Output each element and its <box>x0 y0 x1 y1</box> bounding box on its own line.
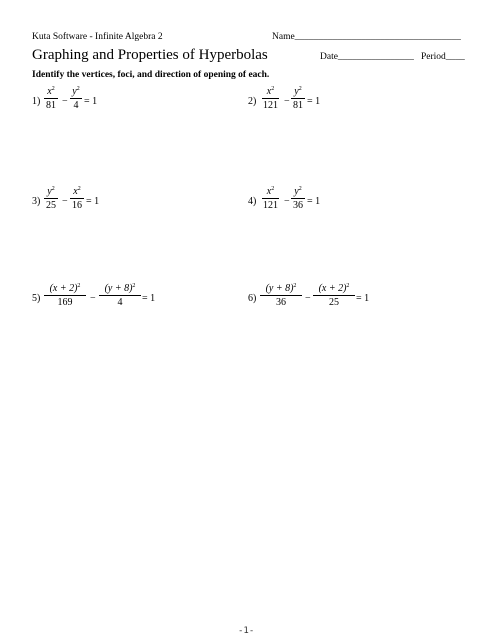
exponent: 2 <box>298 186 302 192</box>
problem-number: 6) <box>248 293 257 304</box>
name-field[interactable]: Name___________________________________ <box>272 32 461 42</box>
problem-number: 4) <box>248 196 257 207</box>
term-variable: (y + 8) <box>265 283 294 294</box>
exponent: 2 <box>132 283 136 289</box>
term-variable: y <box>72 86 77 97</box>
minus-sign: − <box>90 293 96 304</box>
term-variable: x <box>47 86 52 97</box>
page-number: -1- <box>238 626 255 636</box>
page-title: Graphing and Properties of Hyperbolas <box>32 47 268 63</box>
fraction-term <box>262 87 279 111</box>
term-variable: x <box>73 186 78 197</box>
fraction-term <box>262 187 279 211</box>
term-variable: (x + 2) <box>49 283 78 294</box>
minus-sign: − <box>305 293 311 304</box>
exponent: 2 <box>76 86 80 92</box>
equation-rhs: = 1 <box>307 196 321 207</box>
term-denominator: 4 <box>117 297 123 308</box>
term-denominator: 36 <box>276 297 286 308</box>
minus-sign: − <box>284 96 290 107</box>
term-denominator: 25 <box>329 297 339 308</box>
instructions: Identify the vertices, foci, and direction of opening of each. <box>32 70 270 80</box>
term-denominator: 169 <box>57 297 73 308</box>
fraction-term <box>99 284 141 308</box>
fraction-term <box>291 187 305 211</box>
period-field[interactable]: Period____ <box>421 52 465 62</box>
term-denominator: 121 <box>263 200 278 211</box>
fraction-term <box>260 284 302 308</box>
publisher-label: Kuta Software - Infinite Algebra 2 <box>32 32 163 42</box>
term-denominator: 36 <box>293 200 303 211</box>
exponent: 2 <box>77 186 81 192</box>
equation-rhs: = 1 <box>86 196 100 207</box>
exponent: 2 <box>293 283 297 289</box>
equation-rhs: = 1 <box>84 96 98 107</box>
exponent: 2 <box>77 283 81 289</box>
term-denominator: 81 <box>46 100 56 111</box>
minus-sign: − <box>62 196 68 207</box>
equation-rhs: = 1 <box>142 293 156 304</box>
fraction-term <box>313 284 355 308</box>
minus-sign: − <box>62 96 68 107</box>
fraction-term <box>44 187 58 211</box>
exponent: 2 <box>51 86 55 92</box>
fraction-term <box>291 87 305 111</box>
term-variable: x <box>266 86 272 97</box>
term-denominator: 121 <box>263 100 278 111</box>
term-variable: y <box>47 186 52 197</box>
term-variable: (x + 2) <box>318 283 347 294</box>
problem-number: 1) <box>32 96 41 107</box>
exponent: 2 <box>51 186 55 192</box>
term-variable: y <box>294 186 299 197</box>
problem-number: 2) <box>248 96 257 107</box>
exponent: 2 <box>346 283 350 289</box>
exponent: 2 <box>271 186 275 192</box>
exponent: 2 <box>298 86 302 92</box>
problem-number: 3) <box>32 196 41 207</box>
term-denominator: 4 <box>73 100 79 111</box>
equation-rhs: = 1 <box>356 293 370 304</box>
term-variable: (y + 8) <box>104 283 133 294</box>
fraction-term <box>70 187 84 211</box>
term-denominator: 25 <box>46 200 56 211</box>
fraction-term <box>44 284 86 308</box>
fraction-term <box>70 87 82 111</box>
date-field[interactable]: Date________________ <box>320 52 414 62</box>
minus-sign: − <box>284 196 290 207</box>
term-denominator: 81 <box>293 100 303 111</box>
exponent: 2 <box>271 86 275 92</box>
problem-number: 5) <box>32 293 41 304</box>
equation-rhs: = 1 <box>307 96 321 107</box>
fraction-term <box>44 87 58 111</box>
term-variable: y <box>294 86 299 97</box>
term-denominator: 16 <box>72 200 82 211</box>
term-variable: x <box>266 186 272 197</box>
